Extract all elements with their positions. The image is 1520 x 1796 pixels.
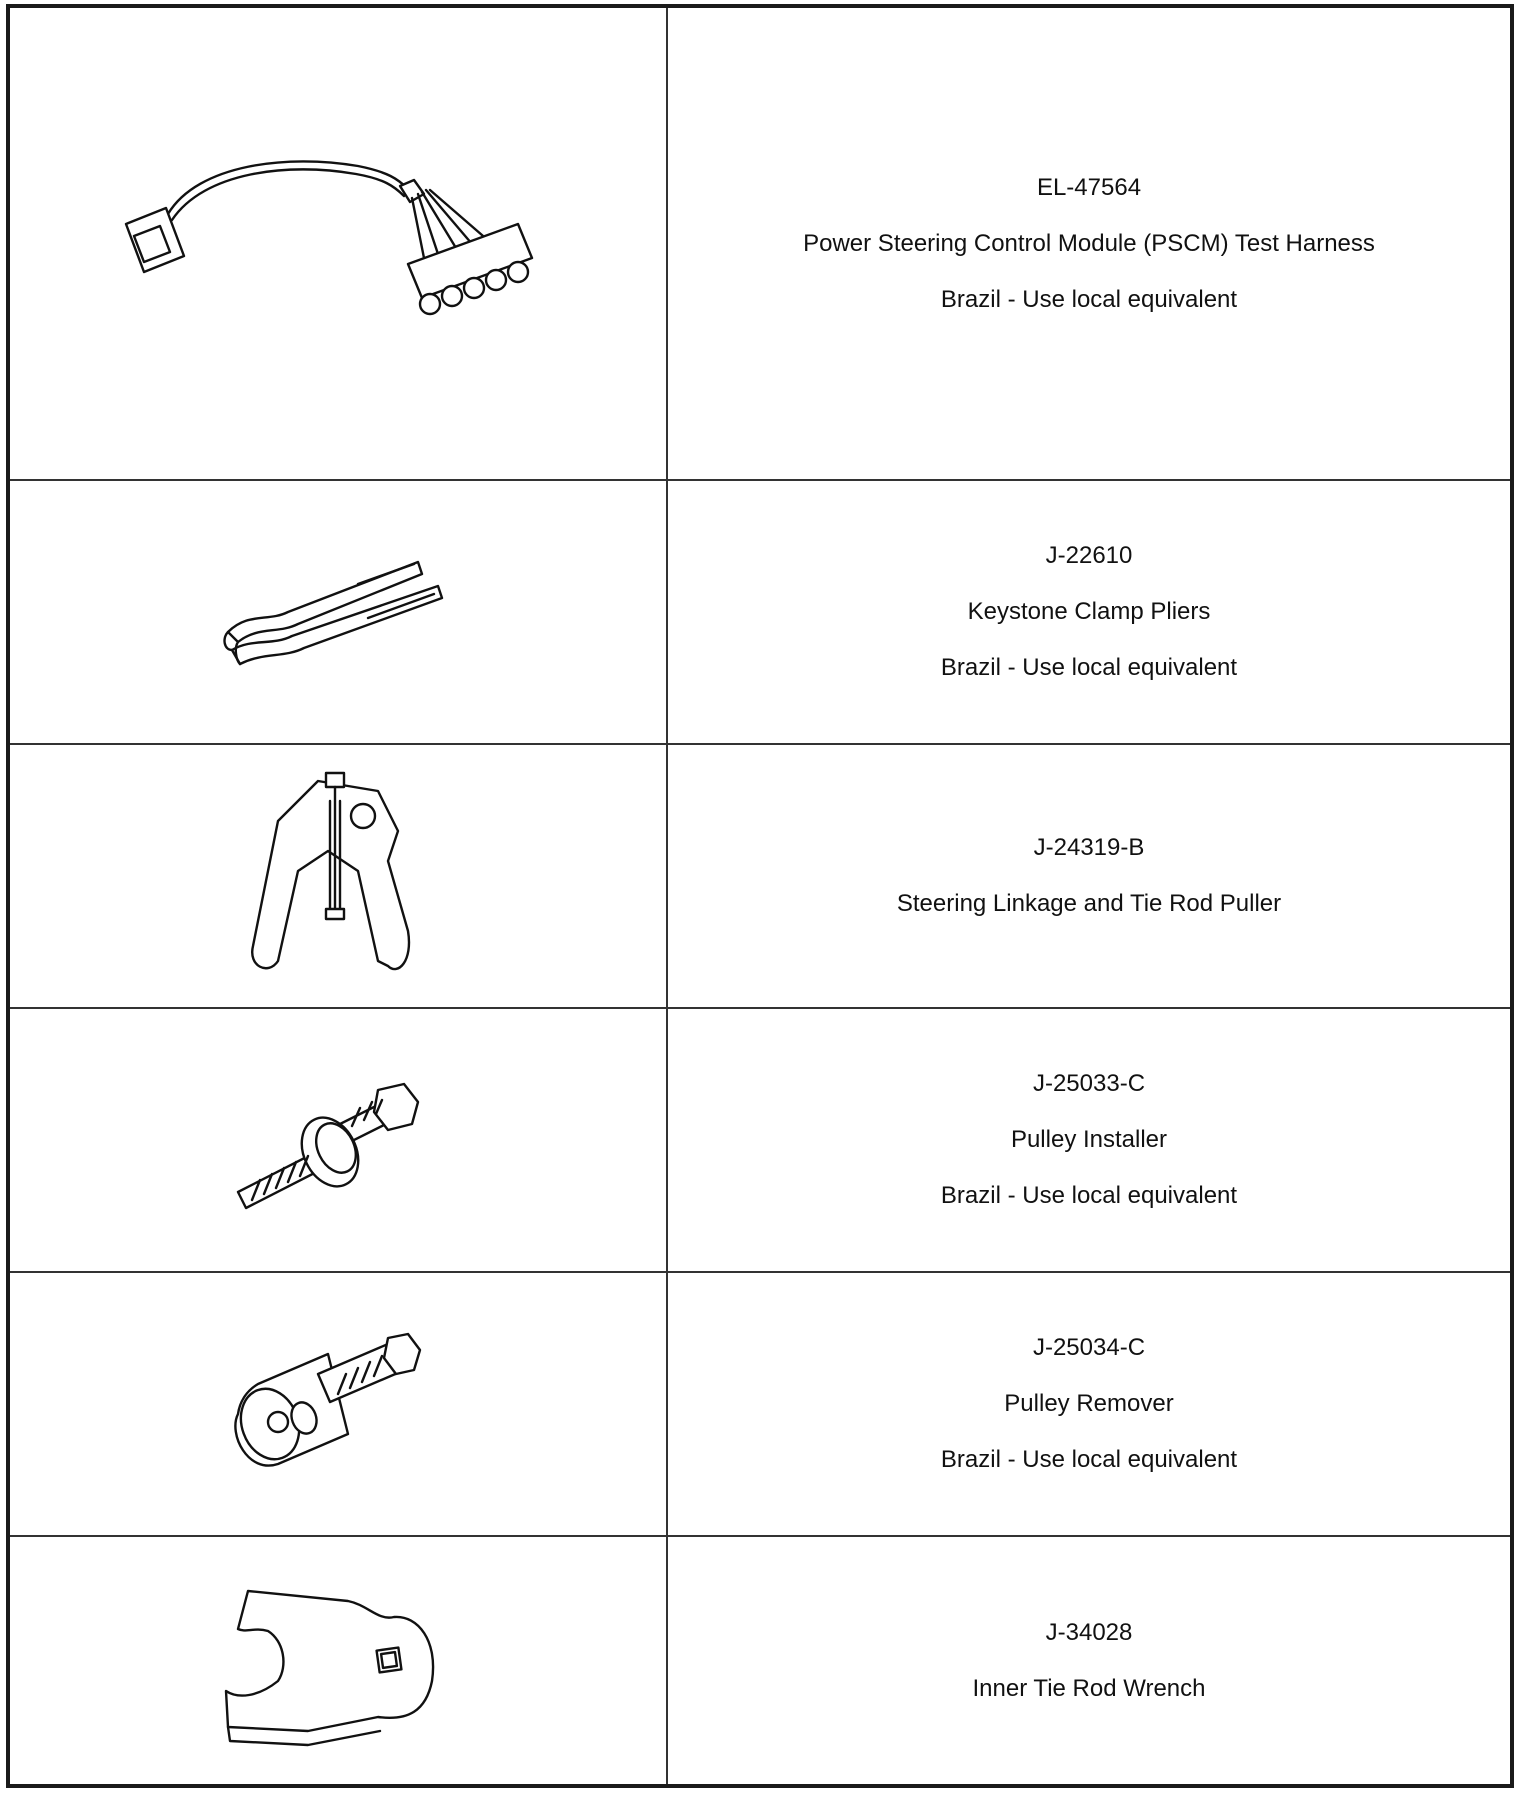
tool-name: Pulley Remover (1004, 1390, 1174, 1417)
tie-rod-puller-icon (238, 761, 438, 991)
table-row (10, 481, 1510, 745)
tool-illustration-cell (10, 1273, 668, 1535)
tool-number: J-22610 (1045, 542, 1133, 569)
tool-description-cell (668, 1273, 1510, 1535)
tool-name: Keystone Clamp Pliers (967, 598, 1211, 625)
pulley-installer-icon (218, 1060, 458, 1220)
tool-number: J-34028 (1045, 1618, 1133, 1646)
tool-number: J-25034-C (1032, 1334, 1146, 1361)
table-row (10, 8, 1510, 481)
tool-illustration-cell (10, 1537, 668, 1784)
tool-illustration-cell (10, 481, 668, 743)
tool-description-cell (668, 8, 1510, 479)
tool-note: Brazil - Use local equivalent (940, 1446, 1238, 1473)
table-row (10, 745, 1510, 1009)
tool-name: Inner Tie Rod Wrench (972, 1674, 1206, 1702)
pulley-remover-icon (218, 1324, 458, 1484)
tool-name: Power Steering Control Module (PSCM) Test Harness (803, 229, 1375, 257)
tool-name: Pulley Installer (1010, 1126, 1168, 1153)
table-row (10, 1009, 1510, 1273)
tool-description-cell (668, 481, 1510, 743)
clamp-pliers-icon (208, 542, 468, 682)
tool-illustration-cell (10, 745, 668, 1007)
tool-illustration-cell (10, 8, 668, 479)
special-tools-table (6, 4, 1514, 1788)
tool-number: J-25033-C (1032, 1070, 1146, 1097)
tool-note: Brazil - Use local equivalent (940, 285, 1238, 313)
tool-description-cell (668, 1537, 1510, 1784)
tool-description-cell (668, 745, 1510, 1007)
tool-note: Brazil - Use local equivalent (940, 1182, 1238, 1209)
test-harness-icon (108, 144, 568, 344)
tool-illustration-cell (10, 1009, 668, 1271)
tool-number: EL-47564 (1036, 173, 1142, 201)
tool-name: Steering Linkage and Tie Rod Puller (896, 890, 1282, 917)
table-row (10, 1273, 1510, 1537)
table-row (10, 1537, 1510, 1784)
tie-rod-wrench-icon (208, 1571, 468, 1751)
tool-number: J-24319-B (1033, 834, 1145, 861)
tool-note: Brazil - Use local equivalent (940, 654, 1238, 681)
tool-description-cell (668, 1009, 1510, 1271)
